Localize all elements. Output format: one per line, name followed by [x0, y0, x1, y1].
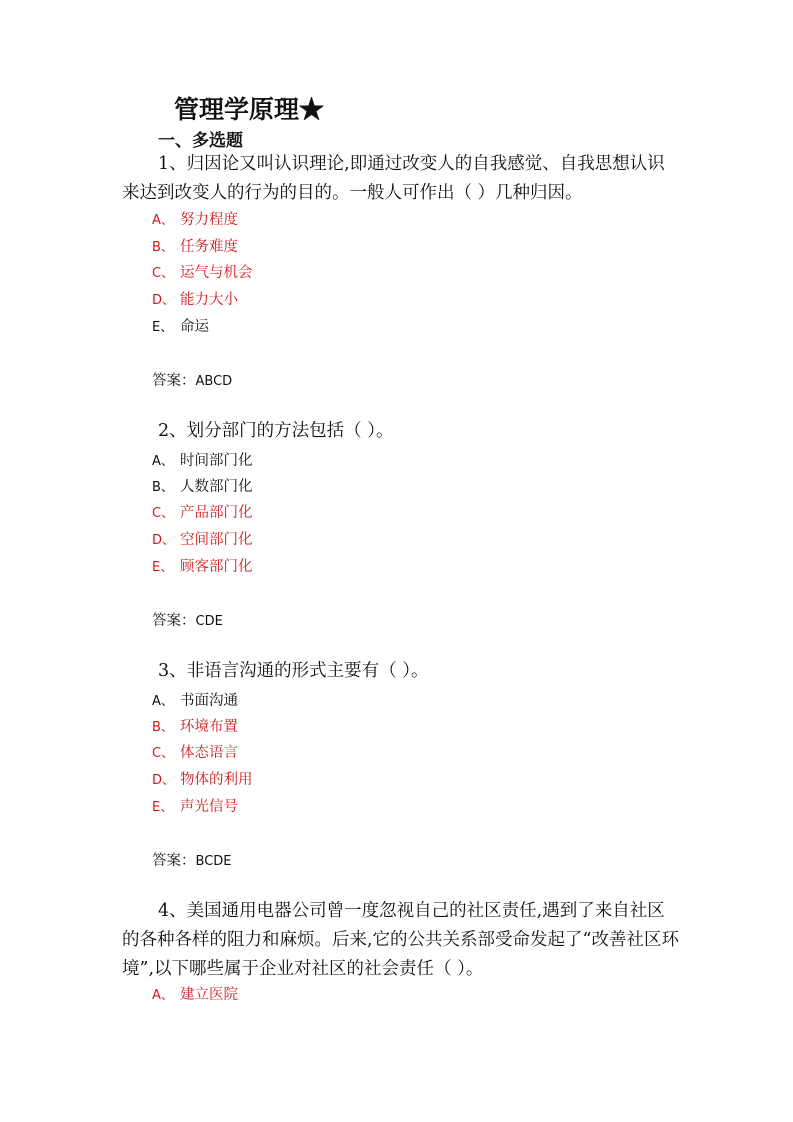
question-2-option-d: D、 空间部门化 — [152, 532, 253, 548]
question-2-option-c: C、 产品部门化 — [152, 505, 253, 521]
question-1-answer: 答案：ABCD — [152, 373, 233, 389]
question-1-option-a: A、 努力程度 — [152, 212, 238, 228]
question-1-option-e: E、 命运 — [152, 319, 209, 335]
question-4-stem: 4、美国通用电器公司曾一度忽视自己的社区责任,遇到了来自社区的各种各样的阻力和麻烦。后来,它的公共关系部受命发起了“改善社区环境”,以下哪些属于企业对社区的社会责任（ ）。 — [122, 901, 680, 979]
question-3-option-a: A、 书面沟通 — [152, 693, 238, 709]
question-2-option-a: A、 时间部门化 — [152, 453, 253, 469]
question-3-option-c: C、 体态语言 — [152, 745, 238, 761]
question-2-option-b: B、 人数部门化 — [152, 479, 253, 495]
question-2-option-e: E、 顾客部门化 — [152, 559, 253, 575]
section-heading: 一、多选题 — [158, 131, 243, 151]
question-4-option-a: A、 建立医院 — [152, 987, 238, 1003]
question-3-option-b: B、 环境布置 — [152, 719, 238, 735]
question-3-option-d: D、 物体的利用 — [152, 772, 253, 788]
question-2-answer: 答案：CDE — [152, 613, 223, 629]
question-1-stem: 1、归因论又叫认识理论,即通过改变人的自我感觉、自我思想认识来达到改变人的行为的目的。一般人可作出（ ）几种归因。 — [122, 154, 665, 203]
question-1-option-c: C、 运气与机会 — [152, 265, 253, 281]
page-title: 管理学原理★ — [174, 95, 325, 124]
question-3-answer: 答案：BCDE — [152, 853, 232, 869]
question-1-option-d: D、 能力大小 — [152, 292, 238, 308]
question-2-stem: 2、划分部门的方法包括（ ）。 — [158, 421, 394, 441]
question-1-option-b: B、 任务难度 — [152, 239, 238, 255]
question-3-stem: 3、非语言沟通的形式主要有（ ）。 — [158, 661, 429, 681]
question-3-option-e: E、 声光信号 — [152, 799, 238, 815]
